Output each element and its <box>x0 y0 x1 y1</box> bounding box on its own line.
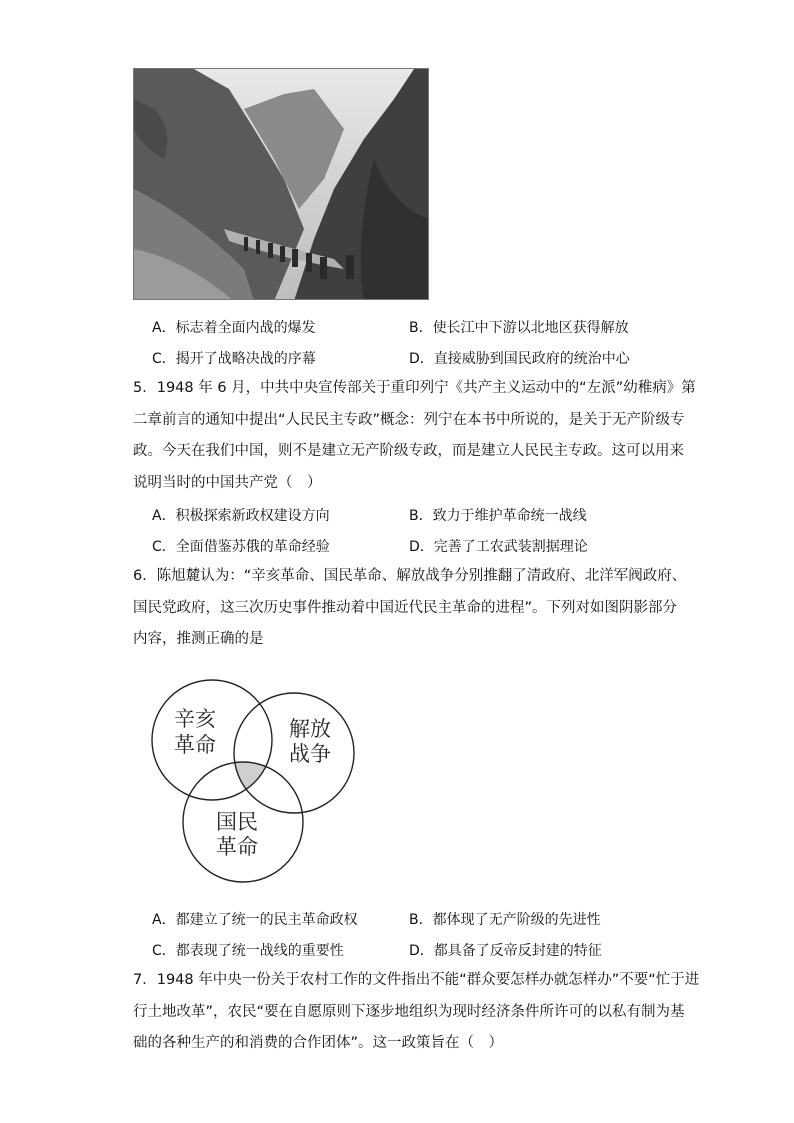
venn-label-jiefang-2: 战争 <box>289 742 331 766</box>
q6-line-1: 6．陈旭麓认为：“辛亥革命、国民革命、解放战争分别推翻了清政府、北洋军阀政府、 <box>133 568 687 584</box>
q6-option-b[interactable]: B．都体现了无产阶级的先进性 <box>409 912 601 928</box>
q6-line-3: 内容，推测正确的是 <box>133 631 264 647</box>
q7-stem <box>133 965 700 1060</box>
q7-line-2: 行土地改革”，农民“要在自愿原则下逐步地组织为现时经济条件所许可的以私有制为基 <box>133 1003 685 1020</box>
q6-line-2: 国民党政府，这三次历史事件推动着中国近代民主革命的进程”。下列对如图阴影部分 <box>133 599 678 616</box>
q6-option-d[interactable]: D．都具备了反帝反封建的特征 <box>409 943 602 959</box>
q4-photo <box>133 68 429 300</box>
q5-line-2: 二章前言的通知中提出“人民民主专政”概念：列宁在本书中所说的，是关于无产阶级专 <box>133 411 685 428</box>
venn-label-guomin-2: 革命 <box>216 835 258 859</box>
q4-option-row-2 <box>152 348 672 370</box>
q4-option-a[interactable]: A．标志着全面内战的爆发 <box>152 320 316 336</box>
q5-option-d[interactable]: D．完善了工农武装割据理论 <box>409 539 588 555</box>
venn-label-jiefang-1: 解放 <box>289 717 331 741</box>
photo-mountain-march-icon <box>134 69 429 300</box>
q5-line-3: 政。今天在我们中国，则不是建立无产阶级专政，而是建立人民民主专政。这可以用来 <box>133 443 684 459</box>
venn-label-xinhai-1: 辛亥 <box>174 707 216 731</box>
q7-line-1: 7．1948 年中央一份关于农村工作的文件指出不能“群众要怎样办就怎样办”不要“忙于进 <box>133 972 700 988</box>
q4-option-b[interactable]: B．使长江中下游以北地区获得解放 <box>409 320 629 336</box>
q5-option-row-2 <box>152 536 672 558</box>
q5-option-a[interactable]: A．积极探索新政权建设方向 <box>152 508 330 524</box>
q5-option-row-1 <box>152 505 672 527</box>
q5-line-1: 5．1948 年 6 月，中共中央宣传部关于重印列宁《共产主义运动中的“左派”幼稚病》第 <box>133 380 696 396</box>
q5-line-4: 说明当时的中国共产党（ ） <box>133 474 322 491</box>
q6-option-c[interactable]: C．都表现了统一战线的重要性 <box>152 943 344 959</box>
q5-option-b[interactable]: B．致力于维护革命统一战线 <box>409 508 587 524</box>
q5-option-c[interactable]: C．全面借鉴苏俄的革命经验 <box>152 539 330 555</box>
q4-option-d[interactable]: D．直接威胁到国民政府的统治中心 <box>409 351 630 367</box>
q7-line-3: 础的各种生产的和消费的合作团体”。这一政策旨在（ ） <box>133 1035 504 1051</box>
q6-option-row-2 <box>152 940 672 962</box>
q5-stem <box>133 373 696 499</box>
venn-diagram <box>140 672 370 902</box>
venn-label-xinhai-2: 革命 <box>174 733 216 757</box>
q4-option-c[interactable]: C．揭开了战略决战的序幕 <box>152 351 316 367</box>
q6-option-a[interactable]: A．都建立了统一的民主革命政权 <box>152 912 358 928</box>
q6-stem <box>133 561 687 656</box>
q4-option-row-1 <box>152 317 672 339</box>
q6-option-row-1 <box>152 909 672 931</box>
venn-label-guomin-1: 国民 <box>216 810 258 834</box>
